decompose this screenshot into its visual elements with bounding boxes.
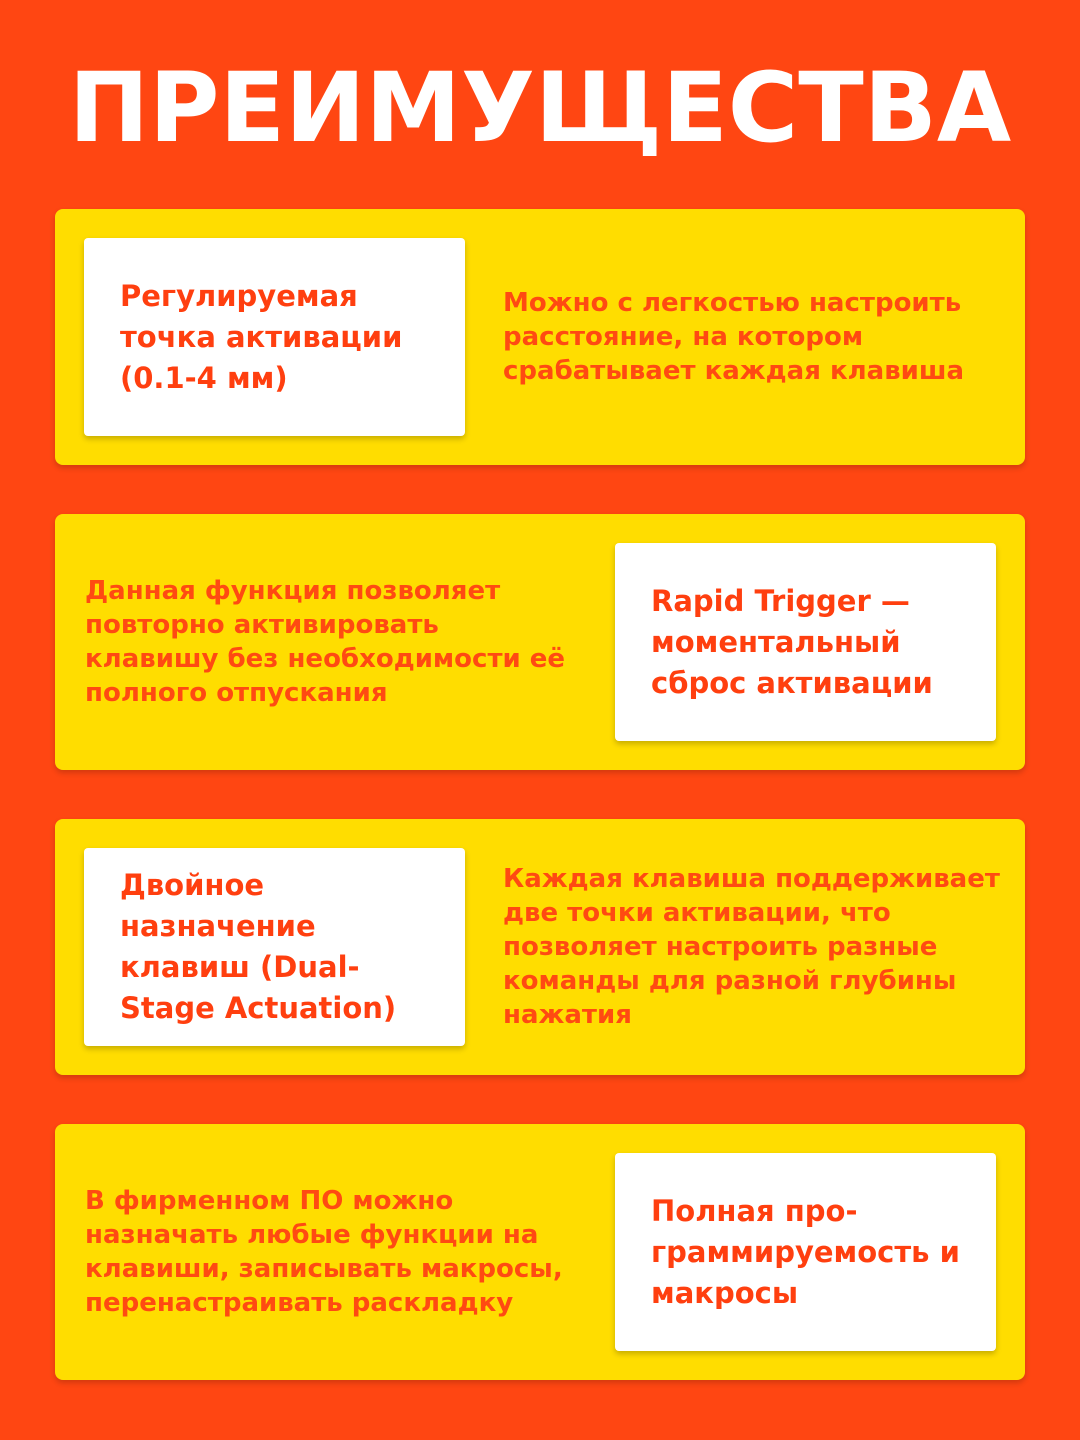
feature-title: Двойное назначение клавиш (Dual-Stage Actuation)	[120, 868, 397, 1025]
feature-title-card	[84, 848, 465, 1046]
page-title: ПРЕИМУЩЕСТВА	[68, 52, 1012, 164]
feature-panel-rapid-trigger	[55, 514, 1025, 770]
feature-title: Регулируемая точка активации (0.1-4 мм)	[120, 278, 403, 395]
feature-title-card	[615, 543, 996, 741]
feature-title-card	[84, 238, 465, 436]
feature-description: В фирменном ПО можно назначать любые функции на клавиши, записывать макросы, перенастраивать раскладку	[85, 1186, 563, 1318]
feature-title: Полная про-граммируемость и макросы	[651, 1193, 960, 1310]
feature-panel-dual-stage	[55, 819, 1025, 1075]
feature-description: Можно с легкостью настроить расстояние, на котором срабатывает каждая клавиша	[503, 288, 965, 386]
feature-description: Данная функция позволяет повторно активировать клавишу без необходимости её полного отпускания	[85, 576, 566, 708]
feature-title: Rapid Trigger — моментальный сброс активации	[651, 583, 933, 700]
feature-panel-programmability	[55, 1124, 1025, 1380]
feature-panel-activation-point	[55, 209, 1025, 465]
feature-description: Каждая клавиша поддерживает две точки активации, что позволяет настроить разные команды для разной глубины нажатия	[503, 864, 1000, 1030]
feature-title-card	[615, 1153, 996, 1351]
